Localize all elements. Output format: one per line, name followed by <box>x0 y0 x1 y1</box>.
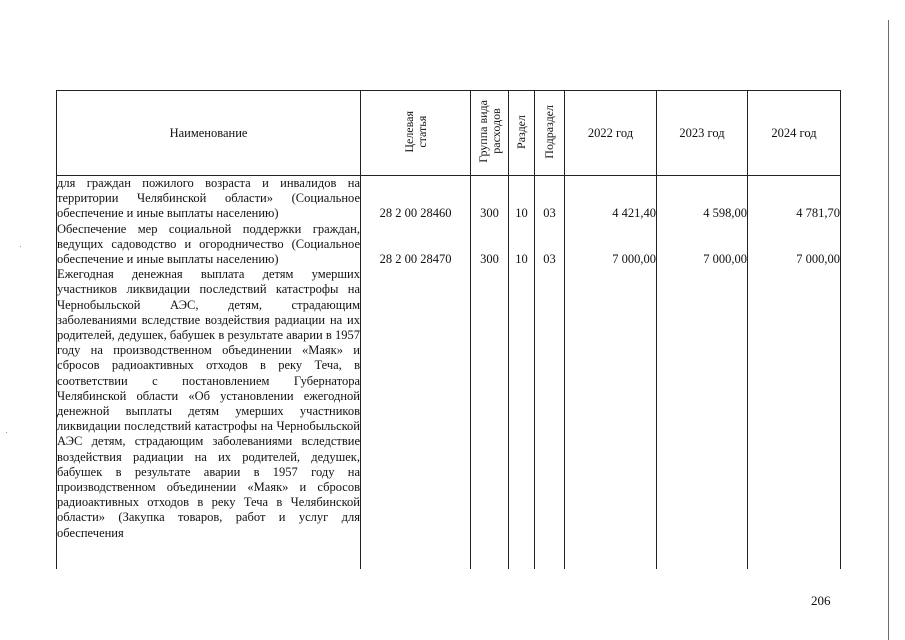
row-section: 10 <box>509 222 535 268</box>
budget-table <box>56 90 841 569</box>
row-expense-group: 300 <box>471 222 509 268</box>
row-value-2022: 4 421,40 <box>565 176 657 222</box>
header-section <box>509 91 535 176</box>
row-value-2023: 7 000,00 <box>657 222 748 268</box>
row-value-2024 <box>748 267 841 569</box>
row-name: Обеспечение мер социальной поддержки граждан, ведущих садоводство и огородничество (Социальное обеспечение и иные выплаты населению) <box>57 221 360 267</box>
row-name: Ежегодная денежная выплата детям умерших участников ликвидации последствий катастрофы на Чернобыльской АЭС, детям, страдающим заболеваниями вследствие воздействия радиации на их родителей, дедушек, бабушек в результате аварии в 1957 году на производственном объединении «Маяк» и сбросов радиоактивных отходов в реку Теча, в соответствии с постановлением Губернатора Челябинской области «Об установлении ежегодной денежной выплаты детям умерших участников ликвидации последствий катастрофы на Чернобыльской АЭС детям, страдающим заболеваниями вследствие воздействия радиации на их родителей, дедушек, бабушек в результате аварии в 1957 году на производственном объединении «Маяк» и сбросов радиоактивных отходов в реку Теча в Челябинской области» (Закупка товаров, работ и услуг для обеспечения <box>57 267 361 569</box>
row-section <box>509 267 535 569</box>
row-expense-group <box>471 267 509 569</box>
header-expense-group-label: Группа вида расходов <box>475 100 503 163</box>
page-edge-line <box>888 20 889 640</box>
header-subsection-label: Подраздел <box>542 104 556 159</box>
row-target-article: 28 2 00 28470 <box>361 222 471 268</box>
header-year-2023: 2023 год <box>657 91 748 176</box>
row-value-2023 <box>657 267 748 569</box>
row-target-article <box>361 267 471 569</box>
header-section-label: Раздел <box>514 114 528 149</box>
header-target-article <box>361 91 471 176</box>
row-subsection <box>535 267 565 569</box>
row-section: 10 <box>509 176 535 222</box>
scan-speck <box>20 246 21 247</box>
page-number: 206 <box>811 593 831 608</box>
header-expense-group <box>471 91 509 176</box>
row-value-2024: 4 781,70 <box>748 176 841 222</box>
table-row <box>57 176 841 222</box>
row-expense-group: 300 <box>471 176 509 222</box>
header-year-2022: 2022 год <box>565 91 657 176</box>
row-subsection: 03 <box>535 222 565 268</box>
table-row <box>57 267 841 569</box>
row-name: для граждан пожилого возраста и инвалидов на территории Челябинской области» (Социальное обеспечение и иные выплаты населению) <box>57 176 360 221</box>
header-target-article-label: Целевая статья <box>401 110 429 153</box>
header-subsection <box>535 91 565 176</box>
header-year-2024: 2024 год <box>748 91 841 176</box>
scan-speck <box>6 432 7 433</box>
row-value-2022 <box>565 267 657 569</box>
row-subsection: 03 <box>535 176 565 222</box>
row-value-2024: 7 000,00 <box>748 222 841 268</box>
row-target-article: 28 2 00 28460 <box>361 176 471 222</box>
row-value-2023: 4 598,00 <box>657 176 748 222</box>
table-row <box>57 222 841 268</box>
table-header-row <box>57 91 841 176</box>
row-value-2022: 7 000,00 <box>565 222 657 268</box>
header-name: Наименование <box>57 91 361 176</box>
